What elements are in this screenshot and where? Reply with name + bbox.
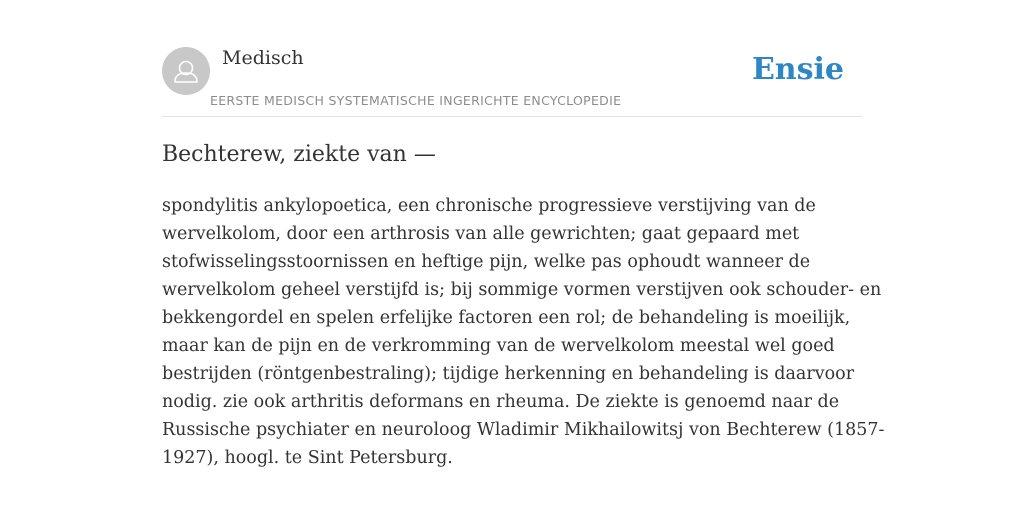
article-body xyxy=(162,192,885,472)
article-body-line: nodig. zie ook arthritis deformans en rheuma. De ziekte is genoemd naar de xyxy=(162,392,840,412)
article-body-line: Russische psychiater en neuroloog Wladimir Mikhailowitsj von Bechterew (1857- xyxy=(162,420,885,440)
source-subtitle: EERSTE MEDISCH SYSTEMATISCHE INGERICHTE ENCYCLOPEDIE xyxy=(210,93,622,108)
article-title: Bechterew, ziekte van — xyxy=(162,142,436,167)
article-body-line: spondylitis ankylopoetica, een chronische progressieve verstijving van de xyxy=(162,196,816,216)
article-body-line: bekkengordel en spelen erfelijke factoren een rol; de behandeling is moeilijk, xyxy=(162,308,851,328)
article-body-line: maar kan de pijn en de verkromming van de wervelkolom meestal wel goed xyxy=(162,336,835,356)
user-icon xyxy=(162,47,210,95)
source-avatar[interactable] xyxy=(162,47,210,95)
article-body-line: 1927), hoogl. te Sint Petersburg. xyxy=(162,448,453,468)
article-body-line: stofwisselingsstoornissen en heftige pijn, welke pas ophoudt wanneer de xyxy=(162,252,811,272)
ensie-logo-link[interactable]: Ensie xyxy=(751,52,844,87)
article-body-line: wervelkolom, door een arthrosis van alle gewrichten; gaat gepaard met xyxy=(162,224,800,244)
article-body-line: wervelkolom geheel verstijfd is; bij sommige vormen verstijven ook schouder- en xyxy=(162,280,882,300)
source-name-link[interactable]: Medisch xyxy=(222,47,304,69)
article-body-line: bestrijden (röntgenbestraling); tijdige herkenning en behandeling is daarvoor xyxy=(162,364,855,384)
source-header xyxy=(162,46,862,117)
